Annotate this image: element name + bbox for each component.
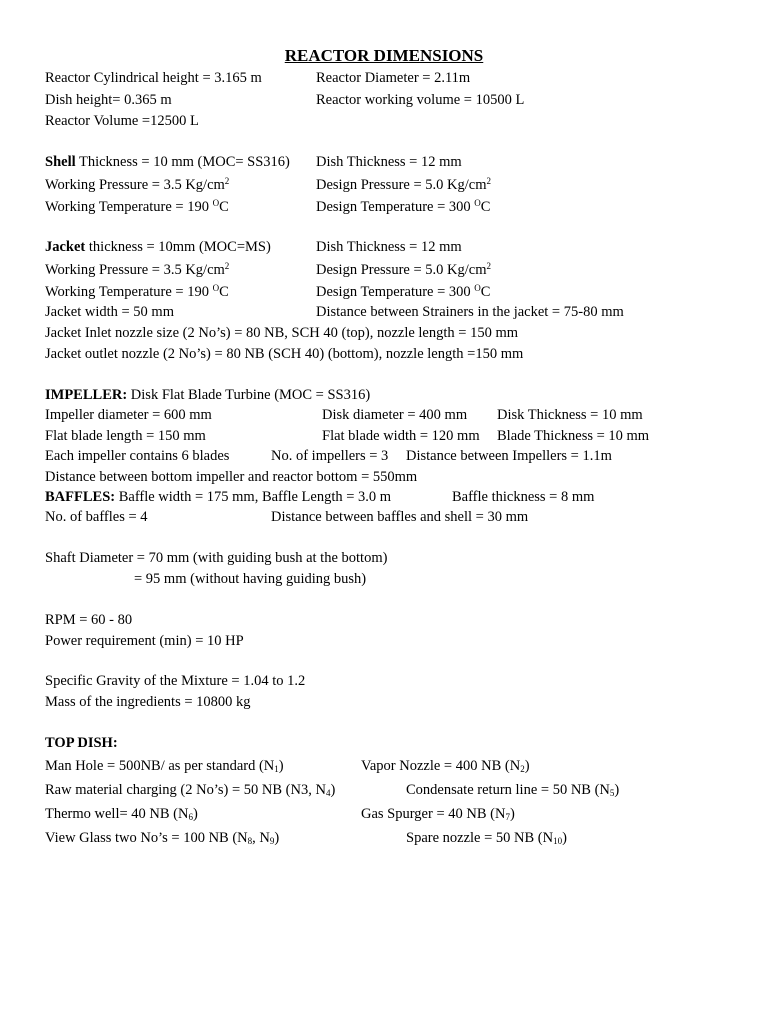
dish-height: Dish height= 0.365 m (45, 92, 172, 108)
condensate-return-line (406, 781, 619, 799)
nozzle-subscript: 6 (188, 812, 193, 822)
shaft-diameter-with-bush: Shaft Diameter = 70 mm (with guiding bush at the bottom) (45, 550, 388, 566)
close-paren: ) (330, 782, 336, 798)
shell-thickness-text: Thickness = 10 mm (MOC= SS316) (75, 154, 290, 170)
power-requirement: Power requirement (min) = 10 HP (45, 633, 244, 649)
baffle-dimensions-text: Baffle width = 175 mm, Baffle Length = 3.0 m (115, 489, 392, 505)
impeller-label: IMPELLER: (45, 387, 128, 403)
baffle-count: No. of baffles = 4 (45, 509, 148, 525)
jacket-inlet-nozzle: Jacket Inlet nozzle size (2 No’s) = 80 NB, SCH 40 (top), nozzle length = 150 mm (45, 325, 519, 341)
jacket-working-temperature-text: Working Temperature = 190 (45, 284, 213, 300)
jacket-design-pressure-text: Design Pressure = 5.0 Kg/cm (316, 262, 487, 278)
jacket-dish-thickness: Dish Thickness = 12 mm (316, 239, 462, 255)
nozzle-subscript: 9 (269, 836, 275, 846)
top-dish-heading: TOP DISH: (45, 735, 118, 751)
rpm: RPM = 60 - 80 (45, 612, 133, 628)
shell-working-temperature (45, 198, 229, 216)
jacket-label: Jacket (45, 239, 86, 255)
celsius-unit: C (480, 199, 491, 215)
squared-sup: 2 (224, 176, 230, 186)
jacket-thickness-text: thickness = 10mm (MOC=MS) (85, 239, 271, 255)
blade-thickness: Blade Thickness = 10 mm (497, 428, 650, 444)
jacket-working-temperature (45, 283, 229, 301)
close-paren: ) (562, 830, 567, 846)
gas-spurger-text: Gas Spurger = 40 NB (N (361, 806, 506, 822)
impeller-count: No. of impellers = 3 (271, 448, 389, 464)
flat-blade-width: Flat blade width = 120 mm (322, 428, 480, 444)
celsius-unit: C (219, 199, 229, 215)
close-paren: ) (614, 782, 620, 798)
gas-spurger (361, 805, 515, 823)
flat-blade-length: Flat blade length = 150 mm (45, 428, 206, 444)
specific-gravity: Specific Gravity of the Mixture = 1.04 to 1.2 (45, 673, 306, 689)
impeller-spacing: Distance between Impellers = 1.1m (406, 448, 612, 464)
squared-sup: 2 (224, 261, 230, 271)
baffle-shell-distance: Distance between baffles and shell = 30 mm (271, 509, 529, 525)
nozzle-subscript: 10 (553, 836, 563, 846)
impeller-type (45, 386, 370, 404)
shell-dish-thickness: Dish Thickness = 12 mm (316, 154, 462, 170)
impeller-bottom-distance: Distance between bottom impeller and reactor bottom = 550mm (45, 469, 418, 485)
nozzle-subscript: 1 (274, 764, 279, 774)
nozzle-subscript: 4 (325, 788, 331, 798)
spare-nozzle (406, 829, 567, 847)
shell-design-temperature (316, 198, 490, 216)
celsius-unit: C (480, 284, 491, 300)
jacket-width: Jacket width = 50 mm (45, 304, 174, 320)
jacket-design-temperature-text: Design Temperature = 300 (316, 284, 475, 300)
vapor-nozzle-text: Vapor Nozzle = 400 NB (N (361, 758, 521, 774)
nozzle-subscript: 5 (609, 788, 615, 798)
jacket-design-pressure (316, 261, 491, 279)
view-glass (45, 829, 279, 847)
reactor-working-volume: Reactor working volume = 10500 L (316, 92, 525, 108)
shell-working-pressure (45, 176, 229, 194)
close-paren: ) (274, 830, 280, 846)
baffle-thickness: Baffle thickness = 8 mm (452, 489, 595, 505)
degree-sup: O (212, 283, 220, 293)
disk-diameter: Disk diameter = 400 mm (322, 407, 468, 423)
close-paren: ) (193, 806, 198, 822)
squared-sup: 2 (486, 261, 491, 271)
squared-sup: 2 (486, 176, 491, 186)
view-glass-text: View Glass two No’s = 100 NB (N (45, 830, 248, 846)
jacket-design-temperature (316, 283, 490, 301)
man-hole (45, 757, 284, 775)
raw-material-charging-text: Raw material charging (2 No’s) = 50 NB (N3, N (45, 782, 326, 798)
shell-thickness (45, 153, 290, 171)
raw-material-charging (45, 781, 335, 799)
shell-design-pressure-text: Design Pressure = 5.0 Kg/cm (316, 177, 487, 193)
document-title: REACTOR DIMENSIONS (284, 46, 484, 65)
close-paren: ) (509, 806, 515, 822)
jacket-working-pressure-text: Working Pressure = 3.5 Kg/cm (45, 262, 225, 278)
shell-working-temperature-text: Working Temperature = 190 (45, 199, 213, 215)
reactor-cylindrical-height: Reactor Cylindrical height = 3.165 m (45, 70, 262, 86)
degree-sup: O (212, 198, 220, 208)
nozzle-subscript: 2 (520, 764, 525, 774)
jacket-strainers-distance: Distance between Strainers in the jacket = 75-80 mm (316, 304, 624, 320)
celsius-unit: C (219, 284, 229, 300)
nozzle-subscript: 7 (505, 812, 510, 822)
close-paren: ) (524, 758, 530, 774)
jacket-working-pressure (45, 261, 229, 279)
close-paren: ) (278, 758, 284, 774)
impeller-type-text: Disk Flat Blade Turbine (MOC = SS316) (127, 387, 371, 403)
man-hole-text: Man Hole = 500NB/ as per standard (N (45, 758, 275, 774)
reactor-diameter: Reactor Diameter = 2.11m (316, 70, 471, 86)
baffle-dimensions (45, 488, 391, 506)
thermo-well (45, 805, 198, 823)
shell-design-pressure (316, 176, 491, 194)
degree-sup: O (474, 283, 481, 293)
degree-sup: O (474, 198, 481, 208)
jacket-thickness (45, 238, 271, 256)
shell-design-temperature-text: Design Temperature = 300 (316, 199, 475, 215)
impeller-diameter: Impeller diameter = 600 mm (45, 407, 212, 423)
baffles-label: BAFFLES: (45, 489, 116, 505)
shell-working-pressure-text: Working Pressure = 3.5 Kg/cm (45, 177, 225, 193)
thermo-well-text: Thermo well= 40 NB (N (45, 806, 189, 822)
view-glass-separator: , N (252, 830, 270, 846)
shell-label: Shell (45, 154, 76, 170)
spare-nozzle-text: Spare nozzle = 50 NB (N (406, 830, 554, 846)
disk-thickness: Disk Thickness = 10 mm (497, 407, 643, 423)
condensate-return-line-text: Condensate return line = 50 NB (N (406, 782, 610, 798)
nozzle-subscript: 8 (247, 836, 253, 846)
jacket-outlet-nozzle: Jacket outlet nozzle (2 No’s) = 80 NB (SCH 40) (bottom), nozzle length =150 mm (45, 346, 524, 362)
reactor-volume: Reactor Volume =12500 L (45, 113, 199, 129)
vapor-nozzle (361, 757, 530, 775)
shaft-diameter-without-bush: = 95 mm (without having guiding bush) (134, 571, 367, 587)
impeller-blade-count: Each impeller contains 6 blades (45, 448, 230, 464)
ingredients-mass: Mass of the ingredients = 10800 kg (45, 694, 251, 710)
